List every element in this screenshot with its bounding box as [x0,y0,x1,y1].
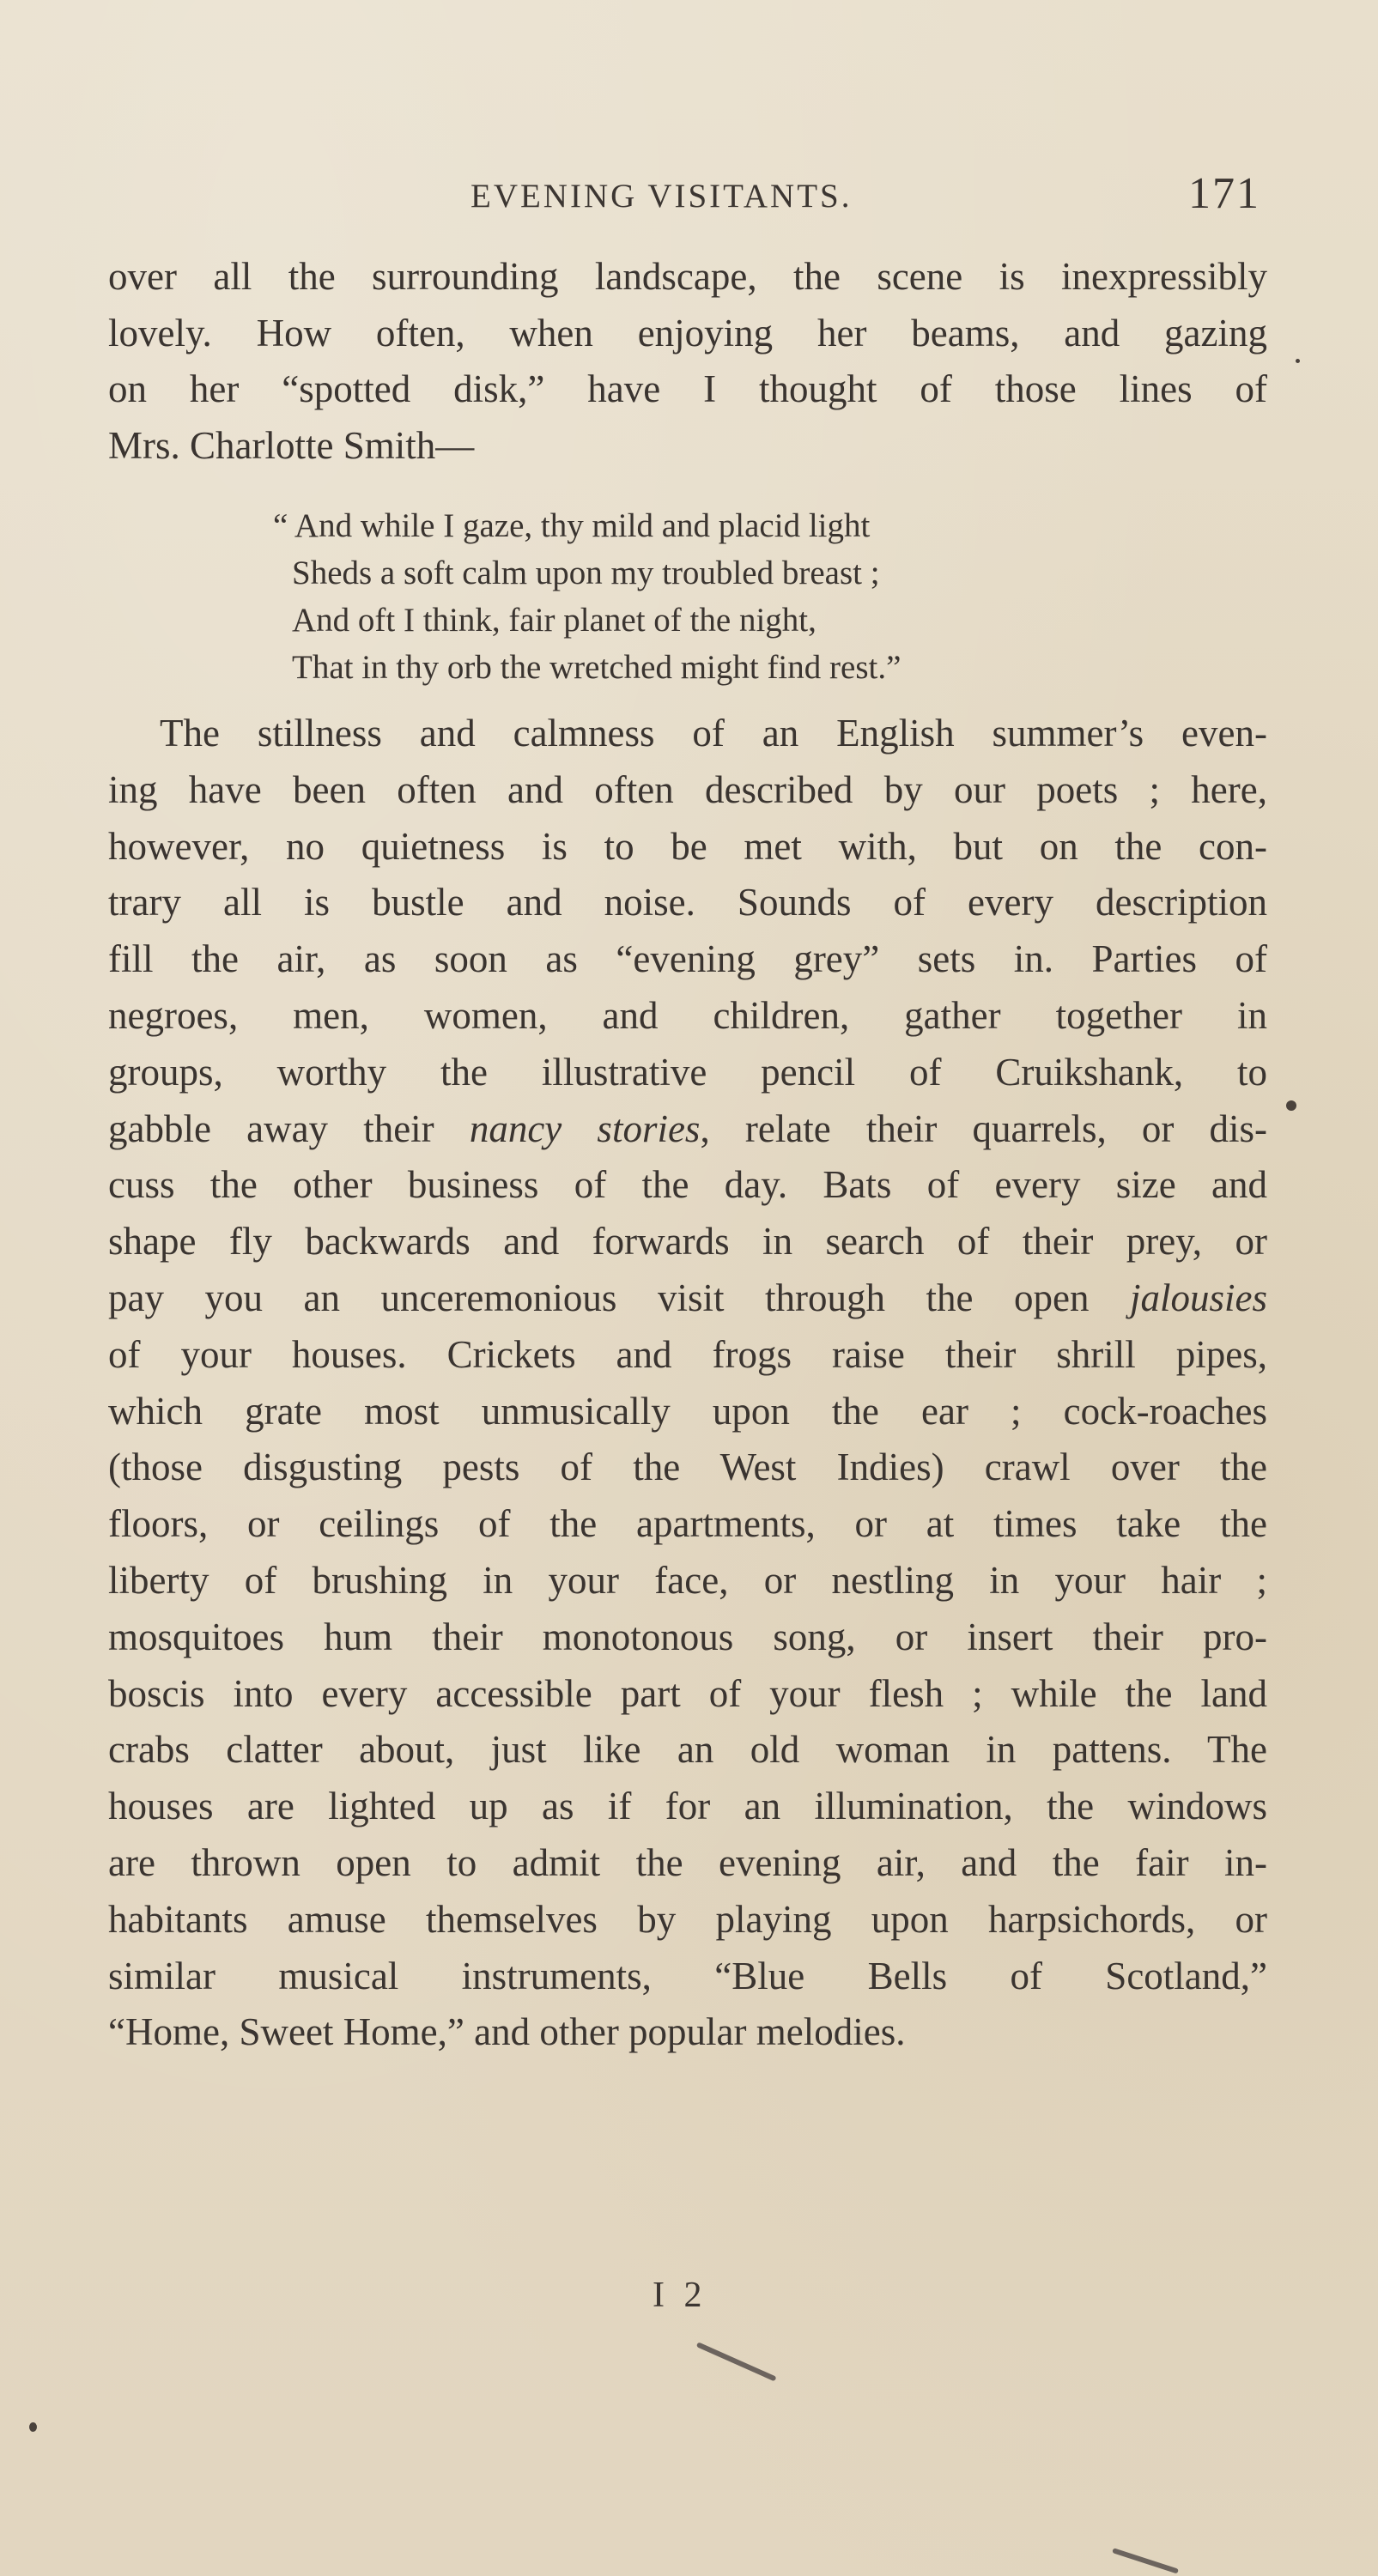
text-line: (those disgusting pests of the West Indies) crawl over the [108,1446,1267,1489]
paragraph-2 [108,706,1267,2061]
text-line: habitants amuse themselves by playing upon harpsichords, or [108,1897,1267,1941]
italic-term: nancy stories [469,1106,701,1150]
signature-mark: I 2 [653,2276,707,2315]
page-number: 171 [1188,169,1260,218]
italic-term: jalousies [1129,1276,1267,1319]
text-line: of your houses. Crickets and frogs raise their shrill pipes, [108,1332,1267,1376]
text-line: negroes, men, women, and children, gather together in [108,993,1267,1037]
text-line: Mrs. Charlotte Smith— [108,423,475,467]
text-line: lovely. How often, when enjoying her beams, and gazing [108,311,1267,355]
text-line: “Home, Sweet Home,” and other popular melodies. [108,2010,906,2054]
text-line [108,1270,1267,1327]
ink-speck [1286,1100,1296,1111]
text-line: liberty of brushing in your face, or nestling in your hair ; [108,1558,1267,1602]
text-line: trary all is bustle and noise. Sounds of every description [108,881,1267,924]
paragraph-1 [108,249,1267,474]
pencil-stroke [1112,2548,1179,2573]
text-line: shape fly backwards and forwards in search of their prey, or [108,1220,1267,1264]
text-line: similar musical instruments, “Blue Bells of Scotland,” [108,1954,1267,1997]
text-line: on her “spotted disk,” have I thought of those lines of [108,367,1267,410]
pencil-stroke [696,2342,777,2381]
poem-line: That in thy orb the wretched might find rest.” [292,649,901,686]
text-run: pay you an unceremonious visit through the open [108,1276,1130,1319]
text-line: houses are lighted up as if for an illumination, the windows [108,1785,1267,1828]
poem-line: Sheds a soft calm upon my troubled breast ; [292,555,880,591]
text-line: over all the surrounding landscape, the scene is inexpressibly [108,255,1267,298]
text-line: which grate most unmusically upon the ear ; cock-roaches [108,1389,1267,1433]
text-line: groups, worthy the illustrative pencil of Cruikshank, to [108,1050,1267,1094]
poem-line: And oft I think, fair planet of the night, [292,602,816,639]
text-line: fill the air, as soon as “evening grey” sets in. Parties of [108,937,1267,981]
text-line: The stillness and calmness of an English summer’s even- [160,712,1267,755]
running-title: EVENING VISITANTS. [470,178,853,215]
ink-speck [1296,359,1300,363]
text-line: however, no quietness is to be met with, but on the con- [108,824,1267,868]
text-line [108,1101,1267,1158]
text-run: , relate their quarrels, or dis- [700,1106,1268,1150]
text-line: boscis into every accessible part of your flesh ; while the land [108,1671,1267,1715]
text-line: floors, or ceilings of the apartments, or at times take the [108,1502,1267,1546]
text-line: crabs clatter about, just like an old woman in pattens. The [108,1728,1267,1772]
text-line: ing have been often and often described by our poets ; here, [108,767,1267,811]
text-run: gabble away their [108,1106,470,1150]
poem-quotation [273,502,901,691]
running-head [0,170,1378,230]
text-line: are thrown open to admit the evening air, and the fair in- [108,1840,1267,1884]
text-line: cuss the other business of the day. Bats of every size and [108,1163,1267,1207]
text-line: mosquitoes hum their monotonous song, or insert their pro- [108,1615,1267,1658]
poem-line: “ And while I gaze, thy mild and placid light [273,507,871,544]
ink-speck [29,2422,37,2432]
